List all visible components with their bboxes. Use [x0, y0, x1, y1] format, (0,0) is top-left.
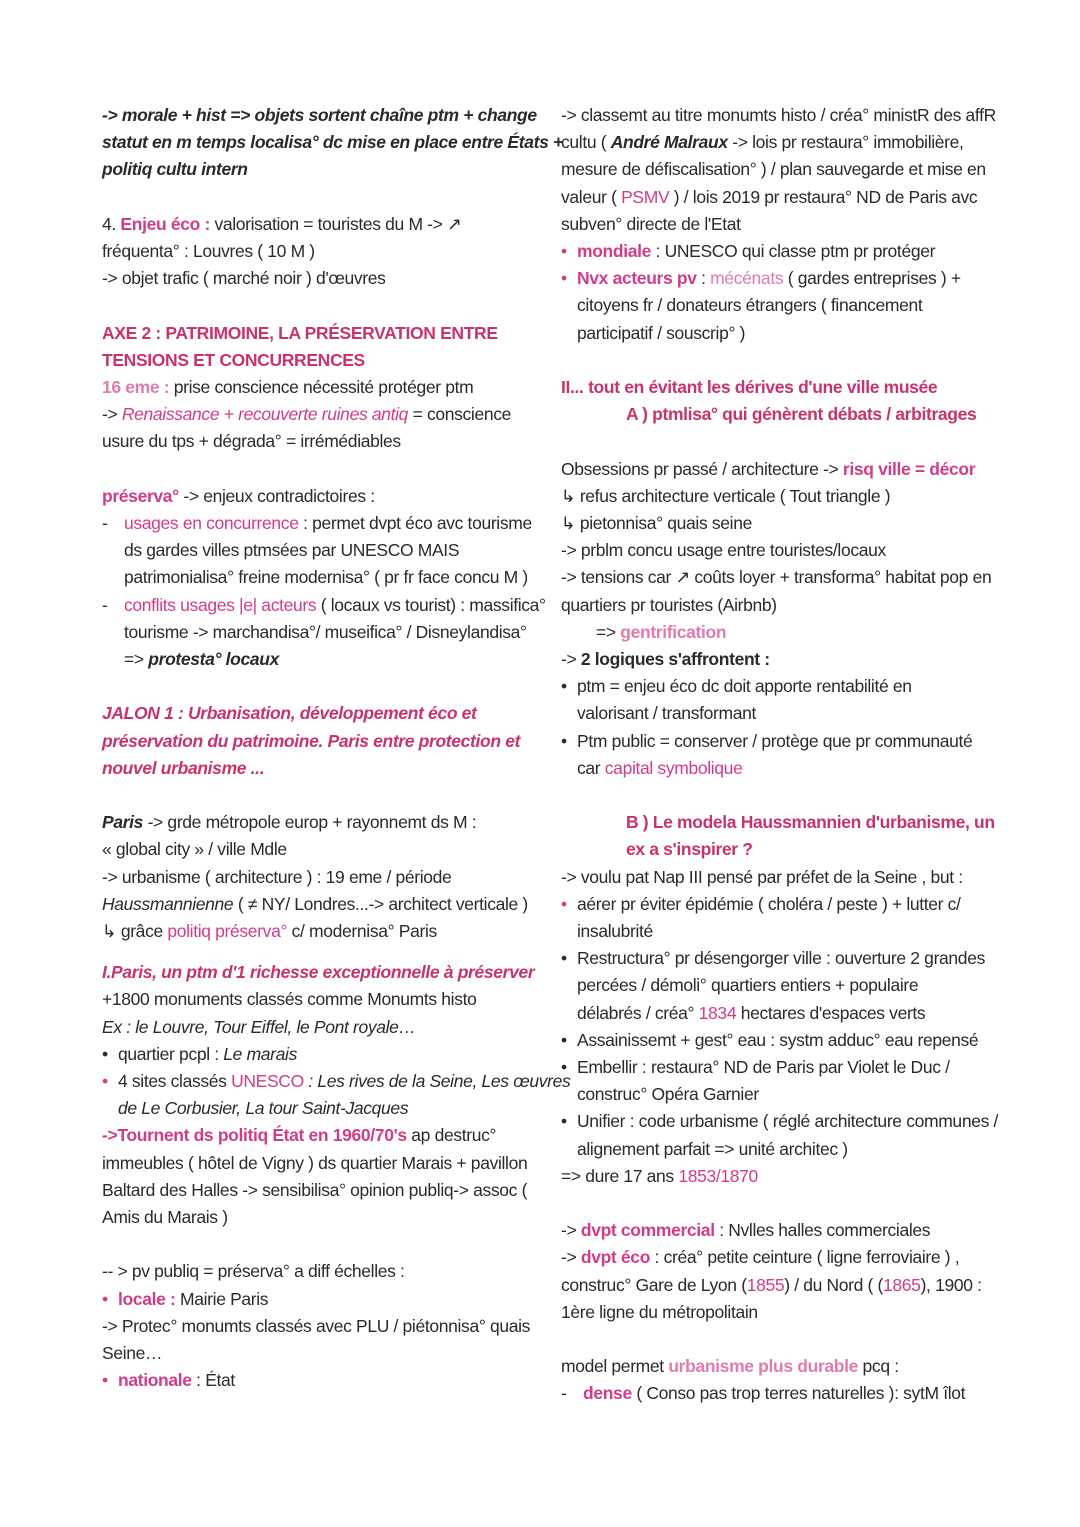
right-column	[561, 102, 1001, 1408]
text-line	[102, 401, 534, 428]
text-span: ↳ grâce	[102, 921, 168, 942]
text-span: ), 1900 :	[920, 1274, 982, 1295]
text-span: = conscience	[408, 404, 512, 425]
text-line	[102, 374, 534, 401]
keyword: usages en concurrence	[124, 513, 299, 533]
text-span: quartier pcpl :	[118, 1043, 224, 1064]
section-heading: B ) Le modela Haussmannien d'urbanisme, un	[626, 812, 995, 833]
text-line: Baltard des Halles -> sensibilisa° opinion publiq-> assoc (	[102, 1179, 528, 1200]
text-line	[561, 1217, 1001, 1244]
list-item: • Embellir : restaura° ND de Paris par Violet le Duc /	[561, 1054, 1001, 1081]
text-line: -> Protec° monumts classés avec PLU / piétonnisa° quais	[102, 1315, 531, 1336]
keyword: mécénats	[710, 268, 784, 289]
text-span: ( Conso pas trop terres naturelles ): sytM îlot	[631, 1383, 966, 1404]
text-span: Mairie Paris	[175, 1288, 269, 1309]
list-item	[102, 1041, 534, 1068]
text-span: délabrés / créa°	[577, 1002, 699, 1023]
text-span: : Les rives de la Seine, Les œuvres	[303, 1071, 571, 1092]
text-line: Amis du Marais )	[102, 1207, 228, 1228]
keyword: conflits usages |e| acteurs	[124, 594, 317, 615]
text-line: politiq cultu intern	[102, 159, 248, 180]
text-span: =>	[596, 621, 621, 642]
list-item	[102, 1068, 571, 1095]
list-item: • ptm = enjeu éco dc doit apporte rentabilité en	[561, 673, 1001, 700]
list-item: • aérer pr éviter épidémie ( choléra / peste ) + lutter c/	[561, 891, 1001, 918]
jalon-heading: préservation du patrimoine. Paris entre protection et	[102, 730, 521, 751]
text-line: subven° directe de l'Etat	[561, 213, 741, 234]
keyword: Renaissance + recouverte ruines antiq	[121, 404, 409, 425]
keyword: dense	[583, 1383, 632, 1404]
text-line: Ex : le Louvre, Tour Eiffel, le Pont royale…	[102, 1016, 416, 1037]
spacer	[561, 782, 1001, 809]
list-item	[561, 265, 1001, 292]
subsection-heading: I.Paris, un ptm d'1 richesse exceptionnelle à préserver	[102, 962, 535, 983]
keyword: Enjeu éco :	[120, 213, 210, 234]
text-span: ( ≠ NY/ Londres...-> architect verticale )	[233, 893, 528, 914]
list-item	[102, 592, 546, 619]
text-span: ap destruc°	[406, 1125, 497, 1146]
text-span: ( gardes entreprises ) +	[783, 268, 961, 289]
keyword: risq ville = décor	[842, 458, 976, 479]
keyword: protesta° locaux	[148, 649, 280, 670]
text-line	[561, 1272, 1001, 1299]
section-heading: TENSIONS ET CONCURRENCES	[102, 349, 365, 370]
text-span: -> lois pr restaura° immobilière,	[727, 132, 964, 153]
keyword: locale :	[118, 1288, 176, 1309]
spacer	[102, 184, 534, 211]
text-span: construc° Gare de Lyon (	[561, 1274, 747, 1295]
spacer	[102, 1231, 534, 1258]
keyword: dvpt commercial	[580, 1220, 715, 1241]
text-span: cultu (	[561, 132, 611, 153]
spacer	[102, 782, 534, 809]
keyword: 16 eme :	[102, 377, 170, 397]
text-span: car	[577, 757, 605, 778]
section-heading: A ) ptmlisa° qui génèrent débats / arbitrages	[626, 404, 977, 425]
text-span: 4.	[102, 213, 121, 234]
keyword: nationale	[118, 1370, 192, 1391]
keyword: urbanisme plus durable	[668, 1356, 859, 1377]
text-line	[561, 755, 1001, 782]
list-item	[102, 1367, 534, 1394]
keyword: PSMV	[621, 186, 670, 207]
text-span: ->	[102, 404, 122, 425]
list-item	[561, 1380, 1001, 1407]
text-span: ->	[561, 1220, 581, 1241]
text-line	[561, 619, 1001, 646]
keyword: 1834	[698, 1002, 737, 1023]
keyword: 2 logiques s'affrontent :	[580, 649, 770, 670]
text-span: :	[696, 268, 711, 289]
keyword: 1865	[883, 1274, 921, 1295]
text-line: insalubrité	[577, 921, 653, 942]
text-line: -- > pv publiq = préserva° a diff échelles :	[102, 1261, 405, 1282]
keyword: 1853/1870	[678, 1165, 758, 1186]
text-line	[561, 1000, 1001, 1027]
text-line: fréquenta° : Louvres ( 10 M )	[102, 241, 315, 261]
text-span: ( locaux vs tourist) : massifica°	[316, 594, 546, 615]
jalon-heading: JALON 1 : Urbanisation, développement éco et	[102, 703, 477, 724]
keyword: Paris	[102, 812, 144, 833]
text-line: ds gardes villes ptmsées par UNESCO MAIS	[124, 540, 460, 561]
text-line: -> classemt au titre monumts histo / créa° ministR des affR	[561, 105, 996, 125]
text-line: 1ère ligne du métropolitain	[561, 1301, 758, 1322]
list-item: • Assainissemt + gest° eau : systm adduc° eau repensé	[561, 1027, 1001, 1054]
keyword: 1855	[746, 1274, 785, 1295]
text-span: ) / du Nord ( (	[784, 1274, 884, 1295]
list-item	[102, 510, 534, 537]
keyword: André Malraux	[610, 132, 728, 153]
text-span: =>	[124, 649, 149, 670]
text-line	[561, 1163, 1001, 1190]
keyword: préserva°	[102, 485, 179, 506]
text-span: -> grde métropole europ + rayonnemt ds M :	[143, 812, 477, 833]
text-line: Seine…	[102, 1343, 163, 1364]
text-line	[102, 1122, 534, 1149]
text-line	[102, 483, 534, 510]
text-span: => dure 17 ans	[561, 1165, 679, 1186]
text-span: : Nvlles halles commerciales	[714, 1220, 931, 1241]
jalon-heading: nouvel urbanisme ...	[102, 757, 265, 778]
text-span: hectares d'espaces verts	[736, 1002, 926, 1023]
text-line	[102, 891, 534, 918]
keyword: ->Tournent ds politiq État en 1960/70's	[102, 1125, 407, 1146]
text-line	[102, 646, 534, 673]
text-span: : créa° petite ceinture ( ligne ferroviaire ) ,	[650, 1247, 960, 1268]
text-line: tourisme -> marchandisa°/ museifica° / Disneylandisa°	[124, 621, 527, 642]
text-span: ->	[561, 1247, 581, 1268]
text-span: Obsessions pr passé / architecture ->	[561, 458, 843, 479]
text-line: patrimonialisa° freine modernisa° ( pr fr face concu M )	[124, 567, 528, 588]
text-span: -> enjeux contradictoires :	[178, 485, 375, 506]
text-span: : UNESCO qui classe ptm pr protéger	[651, 241, 936, 262]
text-span: prise conscience nécessité protéger ptm	[169, 377, 474, 397]
text-line: immeubles ( hôtel de Vigny ) ds quartier Marais + pavillon	[102, 1152, 528, 1173]
text-line: -> prblm concu usage entre touristes/locaux	[561, 540, 886, 561]
list-item: • Restructura° pr désengorger ville : ouverture 2 grandes	[561, 945, 1001, 972]
text-line: mesure de défiscalisation° ) / plan sauvegarde et mise en	[561, 159, 986, 180]
list-item	[102, 1286, 534, 1313]
text-line: -> voulu pat Nap III pensé par préfet de la Seine , but :	[561, 866, 963, 887]
keyword: Nvx acteurs pv	[577, 268, 697, 289]
spacer	[561, 1326, 1001, 1353]
section-heading: ex a s'inspirer ?	[626, 839, 753, 860]
text-line	[561, 456, 1001, 483]
keyword: capital symbolique	[604, 757, 743, 778]
text-line: quartiers pr touristes (Airbnb)	[561, 594, 777, 615]
keyword: Le marais	[223, 1043, 297, 1064]
text-line: +1800 monuments classés comme Monumts histo	[102, 989, 477, 1010]
keyword: UNESCO	[231, 1071, 304, 1092]
keyword: dvpt éco	[580, 1247, 651, 1268]
keyword: gentrification	[620, 621, 727, 642]
text-line: citoyens fr / donateurs étrangers ( financement	[577, 295, 923, 316]
list-item	[561, 238, 1001, 265]
text-span: valeur (	[561, 186, 622, 207]
text-line	[561, 184, 1001, 211]
spacer	[561, 1190, 1001, 1217]
spacer	[102, 456, 534, 483]
section-heading: AXE 2 : PATRIMOINE, LA PRÉSERVATION ENTRE	[102, 322, 498, 343]
text-line	[561, 1244, 1001, 1271]
text-line	[561, 129, 1001, 156]
text-span: model permet	[561, 1356, 669, 1377]
spacer	[561, 347, 1001, 374]
keyword: mondiale	[577, 241, 652, 262]
left-column	[102, 102, 571, 1394]
text-line: de Le Corbusier, La tour Saint-Jacques	[118, 1098, 409, 1119]
text-span: ) / lois 2019 pr restaura° ND de Paris avc	[669, 186, 978, 207]
text-line: alignement parfait => unité architec )	[577, 1138, 848, 1159]
spacer	[102, 945, 534, 959]
text-line: usure du tps + dégrada° = irrémédiables	[102, 431, 401, 452]
text-line	[561, 1353, 1001, 1380]
text-span: : permet dvpt éco avc tourisme	[298, 513, 532, 533]
text-line: statut en m temps localisa° dc mise en place entre États +	[102, 132, 563, 153]
keyword: politiq préserva°	[167, 921, 288, 942]
text-line: -> morale + hist => objets sortent chaîne ptm + change	[102, 105, 537, 125]
text-line: « global city » / ville Mdle	[102, 839, 287, 860]
text-line: -> objet trafic ( marché noir ) d'œuvres	[102, 268, 386, 289]
text-line	[102, 918, 534, 945]
text-span: : État	[191, 1370, 235, 1391]
text-line: -> urbanisme ( architecture ) : 19 eme / période	[102, 866, 452, 887]
text-line	[102, 211, 534, 238]
list-item: • Ptm public = conserver / protège que pr communauté	[561, 728, 1001, 755]
text-line: valorisant / transformant	[577, 703, 756, 724]
spacer	[102, 673, 534, 700]
spacer	[561, 428, 1001, 455]
text-span: ->	[561, 649, 581, 670]
text-span: valorisation = touristes du M -> ↗	[209, 213, 462, 234]
keyword: Haussmannienne	[102, 893, 234, 914]
spacer	[102, 292, 534, 319]
text-line: percées / démoli° quartiers entiers + populaire	[577, 975, 919, 996]
text-span: pcq :	[858, 1356, 899, 1377]
text-line	[561, 646, 1001, 673]
text-line: -> tensions car ↗ coûts loyer + transforma° habitat pop en	[561, 567, 992, 588]
text-line: ↳ pietonnisa° quais seine	[561, 513, 752, 534]
text-line: participatif / souscrip° )	[577, 322, 746, 343]
text-line: ↳ refus architecture verticale ( Tout triangle )	[561, 485, 891, 506]
text-span: c/ modernisa° Paris	[287, 921, 437, 942]
text-line: construc° Opéra Garnier	[577, 1084, 759, 1105]
section-heading: II... tout en évitant les dérives d'une ville musée	[561, 377, 938, 398]
list-item: • Unifier : code urbanisme ( réglé architecture communes /	[561, 1108, 1001, 1135]
text-span: 4 sites classés	[118, 1071, 232, 1092]
text-line	[102, 809, 534, 836]
